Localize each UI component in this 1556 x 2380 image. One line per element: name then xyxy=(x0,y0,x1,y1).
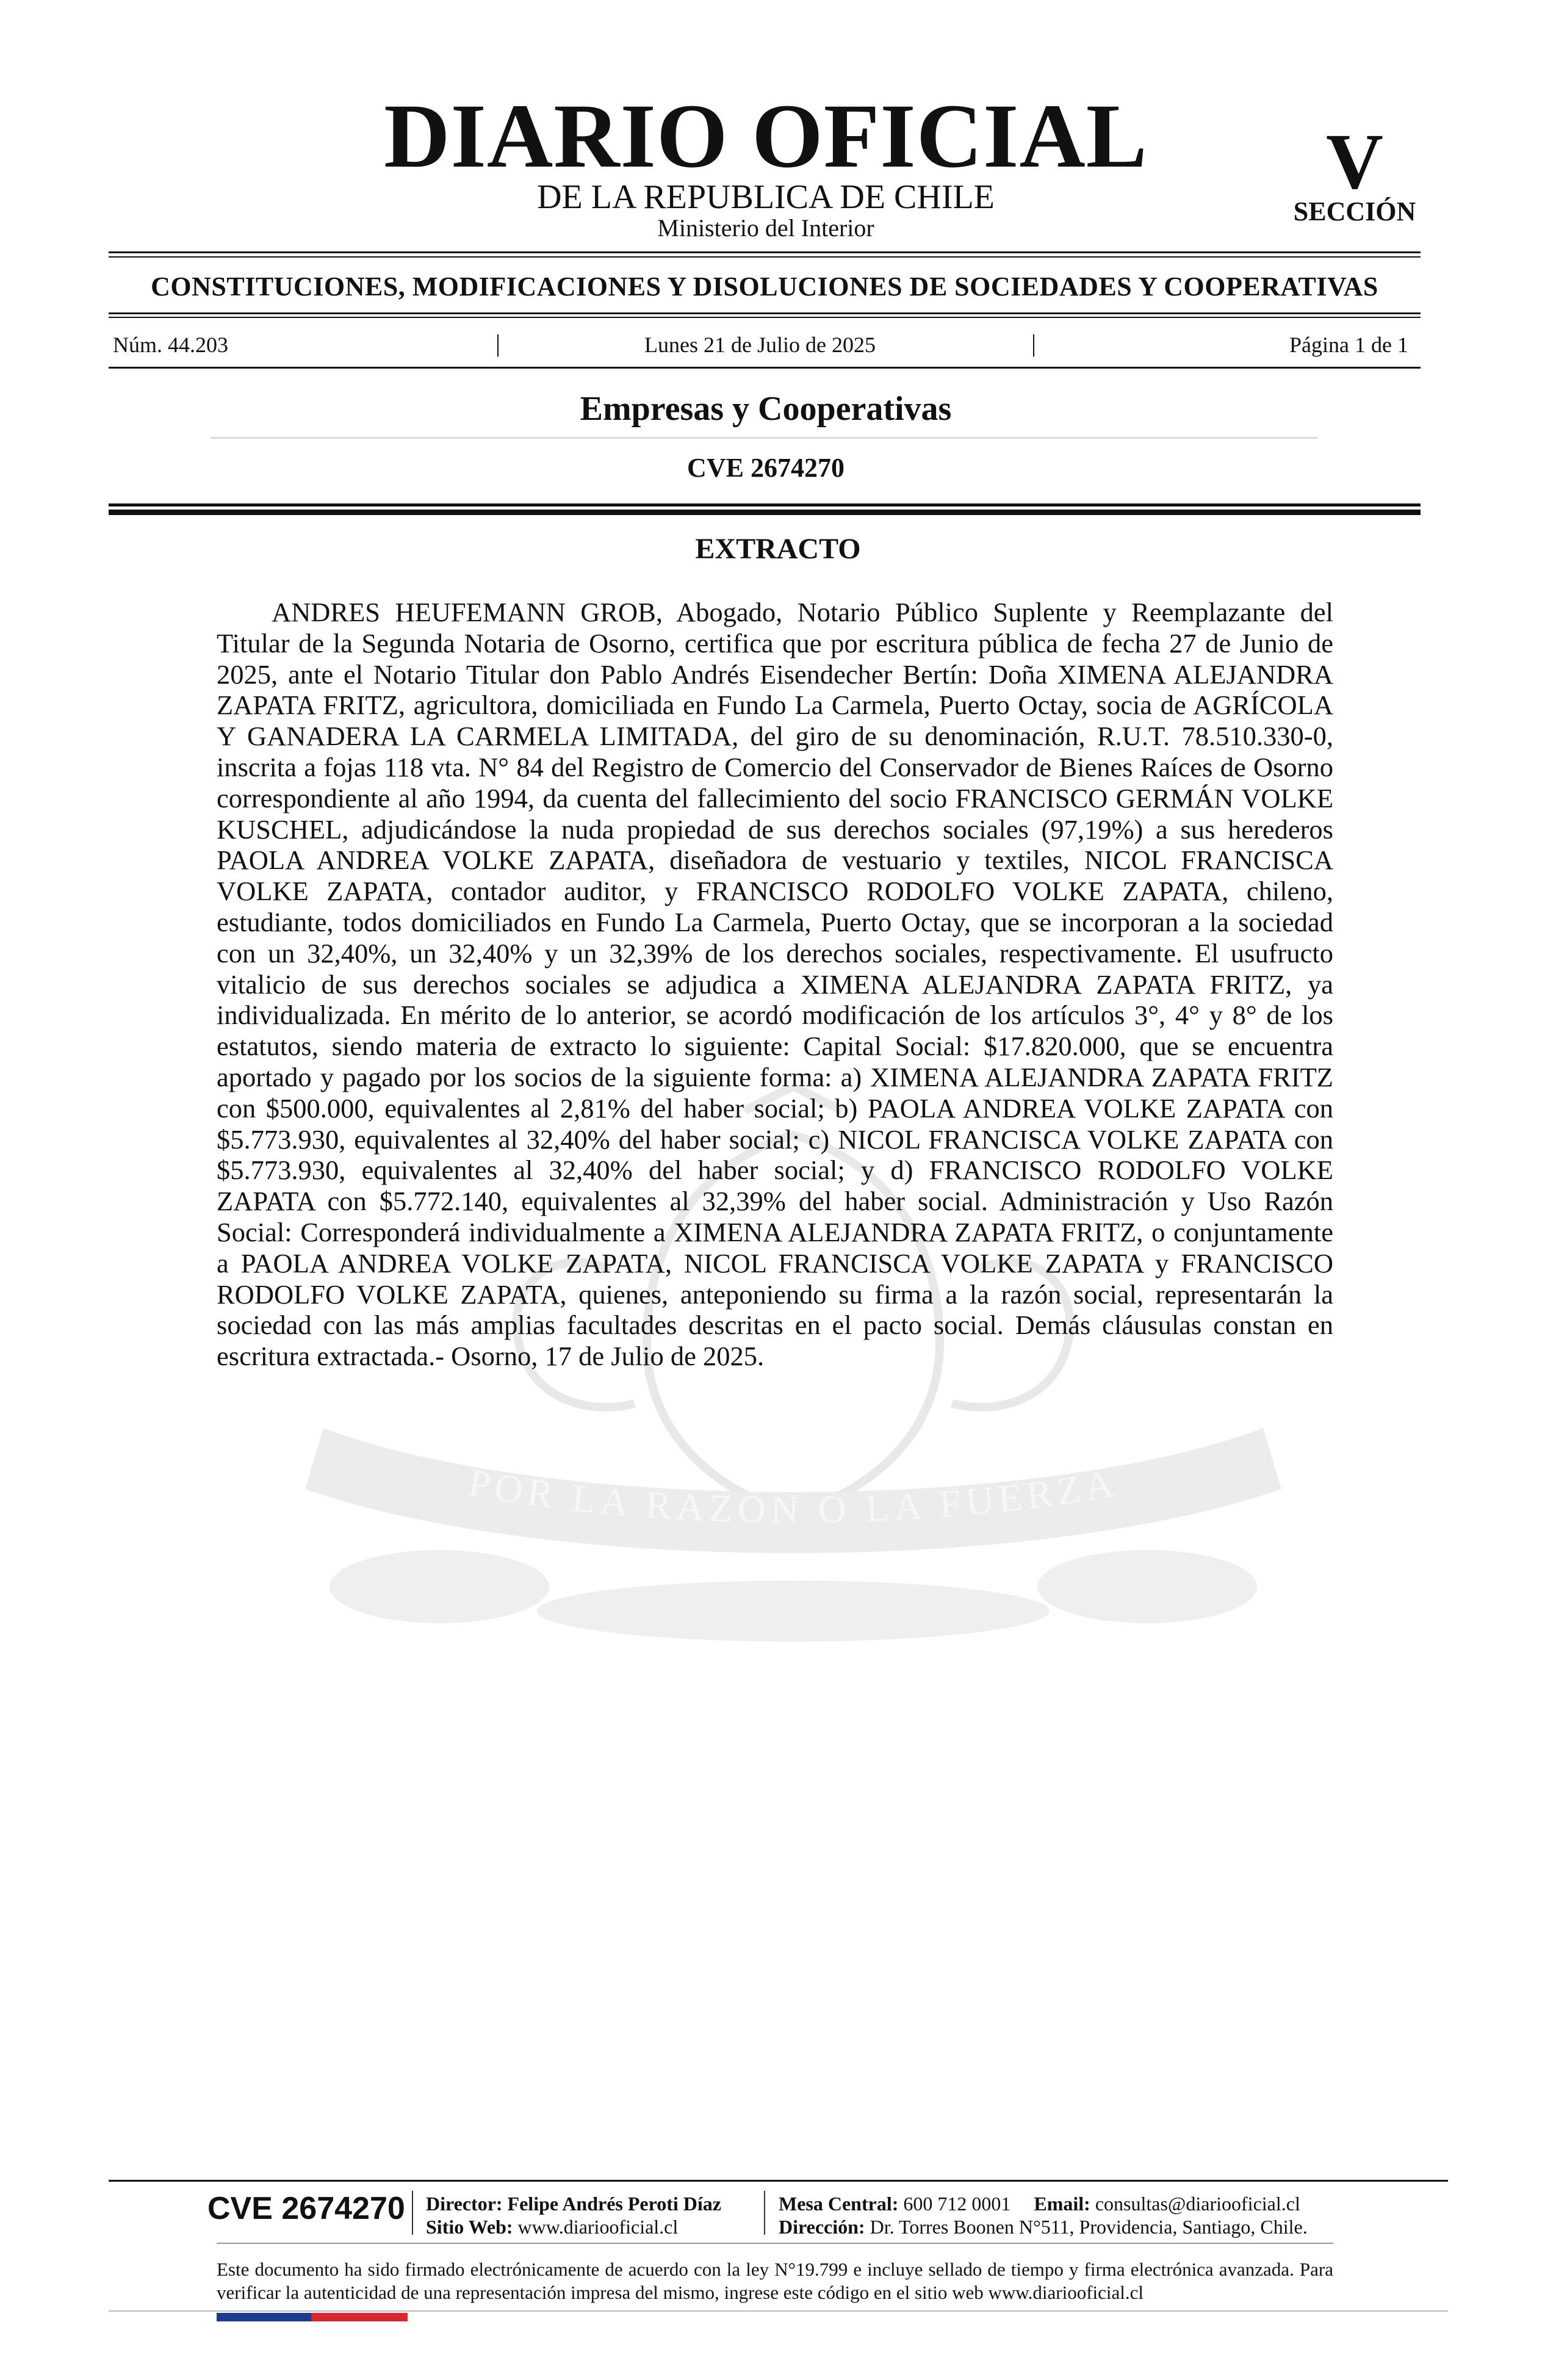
mesa-phone: 600 712 0001 xyxy=(903,2193,1011,2215)
meta-separator: | xyxy=(1031,330,1037,357)
meta-separator: | xyxy=(495,330,501,357)
footer-verification-note: Este documento ha sido firmado electrónicamente de acuerdo con la ley N°19.799 e incluye sellado de tiempo y firma electrónica avanzada. Para verificar la autenticidad de una representación impresa del mismo, ingrese este código en el sitio web www.diariooficial.cl xyxy=(217,2259,1333,2303)
footer-divider xyxy=(764,2191,765,2235)
flag-stripe-red xyxy=(311,2313,408,2321)
footer-cve-code: CVE 2674270 xyxy=(207,2191,405,2226)
footer-thin-rule xyxy=(217,2243,1333,2244)
masthead-ministry: Ministerio del Interior xyxy=(657,214,874,242)
footer-contact xyxy=(779,2194,1300,2213)
footer-bottom-rule xyxy=(109,2310,1448,2312)
cve-code: CVE 2674270 xyxy=(687,453,845,483)
masthead-subtitle: DE LA REPUBLICA DE CHILE xyxy=(537,178,995,216)
meta-rule xyxy=(109,367,1421,369)
section-word: SECCIÓN xyxy=(1293,197,1416,226)
section-title: Empresas y Cooperativas xyxy=(580,390,952,428)
flag-stripe-blue xyxy=(217,2313,311,2321)
footer-rule xyxy=(109,2180,1448,2182)
director-label: Director: xyxy=(426,2193,503,2215)
footer-site xyxy=(426,2217,678,2237)
section-title-rule xyxy=(211,437,1318,439)
address-value: Dr. Torres Boonen N°511, Providencia, Santiago, Chile. xyxy=(870,2216,1308,2238)
site-link[interactable]: www.diariooficial.cl xyxy=(517,2216,679,2238)
banner-rule-bottom-2 xyxy=(109,317,1421,318)
masthead-title: DIARIO OFICIAL xyxy=(384,85,1148,187)
footer-address xyxy=(779,2217,1308,2237)
document-body: ANDRES HEUFEMANN GROB, Abogado, Notario Público Suplente y Reemplazante del Titular de la Segunda Notaria de Osorno, certifica que por escritura pública de fecha 27 de Junio de 2025, ante el Notario Titular don Pablo Andrés Eisendecher Bertín: Doña XIMENA ALEJANDRA ZAPATA FRITZ, agricultora, domiciliada en Fundo La Carmela, Puerto Octay, socia de AGRÍCOLA Y GANADERA LA CARMELA LIMITADA, del giro de su denominación, R.U.T. 78.510.330-0, inscrita a fojas 118 vta. N° 84 del Registro de Comercio del Conservador de Bienes Raíces de Osorno correspondiente al año 1994, da cuenta del fallecimiento del socio FRANCISCO GERMÁN VOLKE KUSCHEL, adjudicándose la nuda propiedad de sus derechos sociales (97,19%) a sus herederos PAOLA ANDREA VOLKE ZAPATA, diseñadora de vestuario y textiles, NICOL FRANCISCA VOLKE ZAPATA, contador auditor, y FRANCISCO RODOLFO VOLKE ZAPATA, chileno, estudiante, todos domiciliados en Fundo La Carmela, Puerto Octay, que se incorporan a la sociedad con un 32,40%, un 32,40% y un 32,39% de los derechos sociales, respectivamente. El usufructo vitalicio de sus derechos sociales se adjudica a XIMENA ALEJANDRA ZAPATA FRITZ, ya individualizada. En mérito de lo anterior, se acordó modificación de los artículos 3°, 4° y 8° de los estatutos, siendo materia de extracto lo siguiente: Capital Social: $17.820.000, que se encuentra aportado y pagado por los socios de la siguiente forma: a) XIMENA ALEJANDRA ZAPATA FRITZ con $500.000, equivalentes al 2,81% del haber social; b) PAOLA ANDREA VOLKE ZAPATA con $5.773.930, equivalentes al 32,40% del haber social; c) NICOL FRANCISCA VOLKE ZAPATA con $5.773.930, equivalentes al 32,40% del haber social; y d) FRANCISCO RODOLFO VOLKE ZAPATA con $5.772.140, equivalentes al 32,39% del haber social. Administración y Uso Razón Social: Corresponderá individualmente a XIMENA ALEJANDRA ZAPATA FRITZ, o conjuntamente a PAOLA ANDREA VOLKE ZAPATA, NICOL FRANCISCA VOLKE ZAPATA y FRANCISCO RODOLFO VOLKE ZAPATA, quienes, anteponiendo su firma a la razón social, representarán la sociedad con las más amplias facultades descritas en el pacto social. Demás cláusulas constan en escritura extractada.- Osorno, 17 de Julio de 2025. xyxy=(217,597,1333,1372)
issue-number: Núm. 44.203 xyxy=(113,333,228,357)
banner-rule-bottom xyxy=(109,312,1421,314)
watermark-motto: POR LA RAZON O LA FUERZA xyxy=(465,1460,1122,1532)
document-title: EXTRACTO xyxy=(695,533,861,565)
section-banner: CONSTITUCIONES, MODIFICACIONES Y DISOLUCIONES DE SOCIEDADES Y COOPERATIVAS xyxy=(151,272,1378,301)
page-indicator: Página 1 de 1 xyxy=(1289,333,1408,357)
email-link[interactable]: consultas@diariooficial.cl xyxy=(1095,2193,1300,2215)
site-label: Sitio Web: xyxy=(426,2216,513,2238)
header-rule-top-2 xyxy=(109,256,1421,258)
mesa-label: Mesa Central: xyxy=(779,2193,899,2215)
email-label: Email: xyxy=(1034,2193,1090,2215)
header-rule-top xyxy=(109,251,1421,253)
thick-rule-2 xyxy=(109,510,1421,515)
thick-rule xyxy=(109,503,1421,507)
issue-date: Lunes 21 de Julio de 2025 xyxy=(644,333,876,357)
section-letter: V xyxy=(1326,118,1383,206)
address-label: Dirección: xyxy=(779,2216,865,2238)
footer-divider xyxy=(412,2191,413,2235)
footer-director xyxy=(426,2194,721,2213)
director-name: Felipe Andrés Peroti Díaz xyxy=(507,2193,721,2215)
